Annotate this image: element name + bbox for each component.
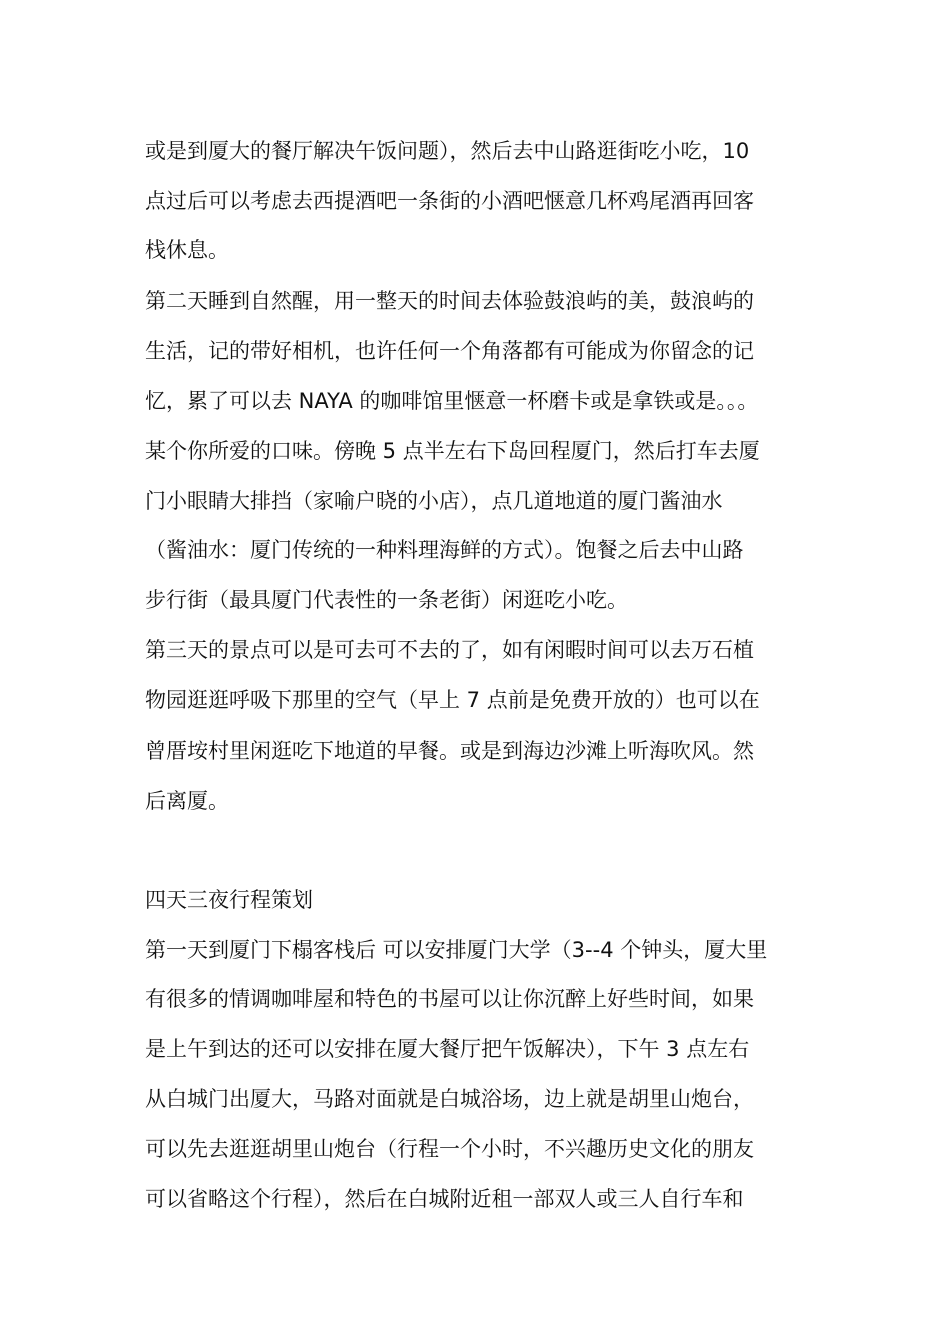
text-line: 第一天到厦门下榻客栈后 可以安排厦门大学（3--4 个钟头，厦大里 — [145, 938, 768, 962]
text-line: 有很多的情调咖啡屋和特色的书屋可以让你沉醉上好些时间，如果 — [145, 987, 754, 1011]
section-heading: 四天三夜行程策划 — [145, 888, 313, 912]
text-line: 曾厝垵村里闲逛吃下地道的早餐。或是到海边沙滩上听海吹风。然 — [145, 739, 754, 763]
text-line: 可以先去逛逛胡里山炮台（行程一个小时，不兴趣历史文化的朋友 — [145, 1137, 754, 1161]
text-line: 可以省略这个行程），然后在白城附近租一部双人或三人自行车和 — [145, 1187, 744, 1211]
text-line: 门小眼睛大排挡（家喻户晓的小店），点几道地道的厦门酱油水 — [145, 489, 723, 513]
text-line: 后离厦。 — [145, 789, 229, 813]
text-line: 第三天的景点可以是可去可不去的了，如有闲暇时间可以去万石植 — [145, 638, 754, 662]
text-line: 忆，累了可以去 NAYA 的咖啡馆里惬意一杯磨卡或是拿铁或是。。。 — [145, 389, 759, 413]
text-line: 第二天睡到自然醒，用一整天的时间去体验鼓浪屿的美，鼓浪屿的 — [145, 289, 754, 313]
text-line: 某个你所爱的口味。傍晚 5 点半左右下岛回程厦门，然后打车去厦 — [145, 439, 760, 463]
text-line: 是上午到达的还可以安排在厦大餐厅把午饭解决），下午 3 点左右 — [145, 1037, 750, 1061]
text-line: （酱油水：厦门传统的一种料理海鲜的方式）。饱餐之后去中山路 — [145, 538, 744, 562]
text-line: 步行街（最具厦门代表性的一条老街）闲逛吃小吃。 — [145, 588, 628, 612]
text-line: 物园逛逛呼吸下那里的空气（早上 7 点前是免费开放的）也可以在 — [145, 688, 760, 712]
text-line: 从白城门出厦大，马路对面就是白城浴场，边上就是胡里山炮台， — [145, 1087, 754, 1111]
text-line: 生活，记的带好相机，也许任何一个角落都有可能成为你留念的记 — [145, 339, 754, 363]
text-line: 栈休息。 — [145, 238, 229, 262]
text-line: 点过后可以考虑去西提酒吧一条街的小酒吧惬意几杯鸡尾酒再回客 — [145, 189, 754, 213]
text-line: 或是到厦大的餐厅解决午饭问题），然后去中山路逛街吃小吃，10 — [145, 139, 750, 163]
